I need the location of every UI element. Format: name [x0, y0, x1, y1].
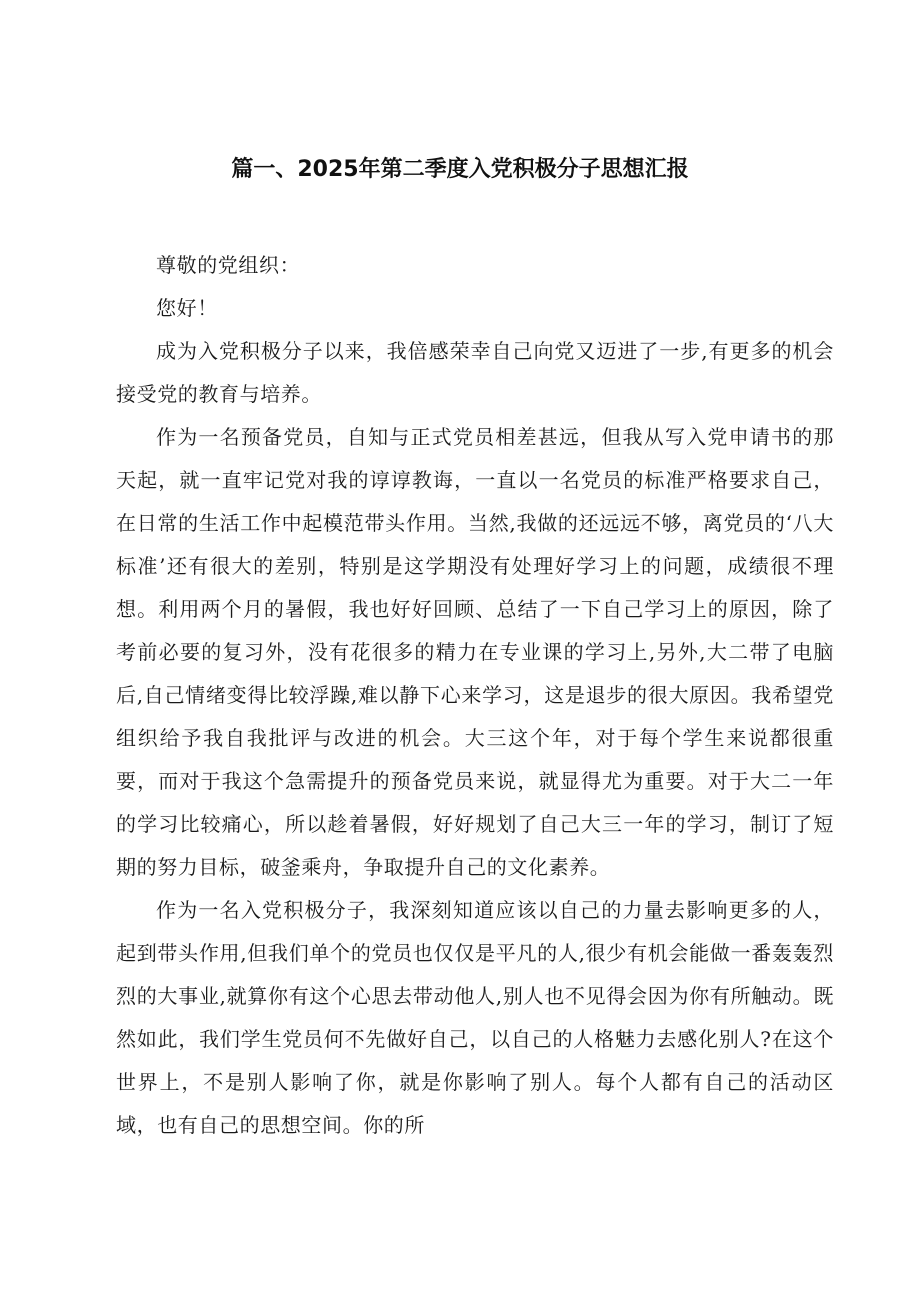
salutation: 尊敬的党组织： [156, 253, 301, 277]
paragraph-1: 成为入党积极分子以来，我倍感荣幸自己向党又迈进了一步,有更多的机会接受党的教育与培养。 [116, 339, 834, 406]
paragraph-2: 作为一名预备党员，自知与正式党员相差甚远，但我从写入党申请书的那天起，就一直牢记党对我的谆谆教诲，一直以一名党员的标准严格要求自己，在日常的生活工作中起模范带头作用。当然,我做的还远远不够，离党员的‘八大标准’还有很大的差别，特别是这学期没有处理好学习上的问题，成绩很不理想。利用两个月的暑假，我也好好回顾、总结了一下自己学习上的原因，除了考前必要的复习外，没有花很多的精力在专业课的学习上,另外,大二带了电脑后,自己情绪变得比较浮躁,难以静下心来学习，这是退步的很大原因。我希望党组织给予我自我批评与改进的机会。大三这个年，对于每个学生来说都很重要，而对于我这个急需提升的预备党员来说，就显得尤为重要。对于大二一年的学习比较痛心，所以趁着暑假，好好规划了自己大三一年的学习，制订了短期的努力目标，破釜乘舟，争取提升自己的文化素养。 [116, 425, 834, 879]
document-title: 篇一、2025年第二季度入党积极分子思想汇报 [231, 157, 689, 182]
document-body [116, 244, 834, 1147]
greeting: 您好！ [156, 296, 218, 320]
paragraph-3: 作为一名入党积极分子，我深刻知道应该以自己的力量去影响更多的人，起到带头作用,但我们单个的党员也仅仅是平凡的人,很少有机会能做一番轰轰烈烈的大事业,就算你有这个心思去带动他人,别人也不见得会因为你有所触动。既然如此，我们学生党员何不先做好自己，以自己的人格魅力去感化别人?在这个世界上，不是别人影响了你，就是你影响了别人。每个人都有自己的活动区域，也有自己的思想空间。你的所 [116, 898, 834, 1137]
